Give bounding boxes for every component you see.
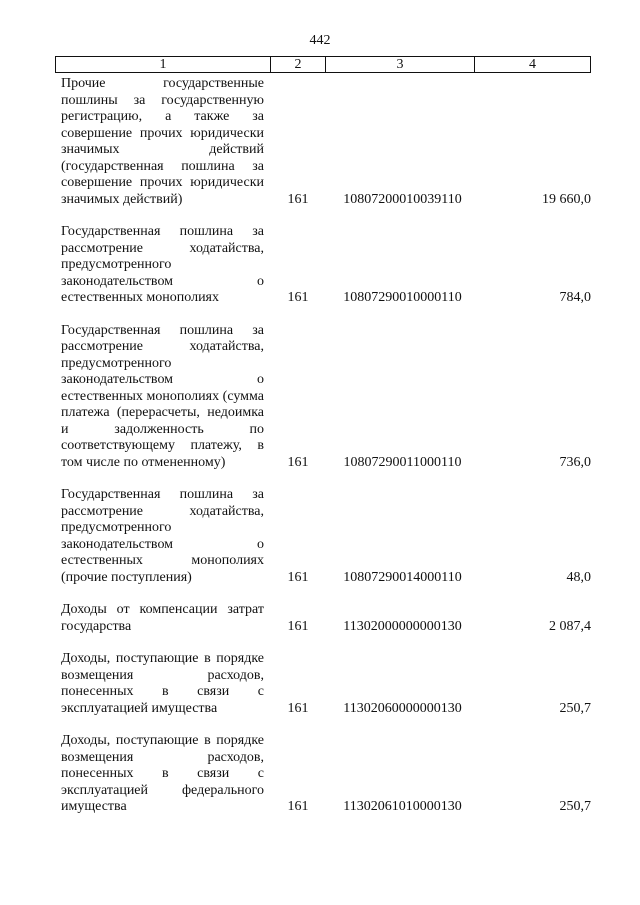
amount: 48,0 xyxy=(566,569,591,585)
table-row xyxy=(61,487,591,586)
amount: 250,7 xyxy=(559,799,591,814)
table-row xyxy=(61,323,591,472)
page-number: 442 xyxy=(309,33,331,48)
budget-code: 11302000000000130 xyxy=(343,618,462,634)
column-header-3: 3 xyxy=(325,57,474,72)
budget-code: 10807200010039110 xyxy=(343,191,462,207)
column-header-2: 2 xyxy=(270,57,325,72)
revenue-table-body xyxy=(61,76,591,832)
table-row xyxy=(61,602,591,635)
table-row xyxy=(61,224,591,307)
amount: 784,0 xyxy=(559,290,591,305)
admin-code: 161 xyxy=(287,618,309,634)
column-header-1: 1 xyxy=(159,56,167,72)
table-row xyxy=(61,76,591,208)
amount: 2 087,4 xyxy=(549,618,591,634)
amount: 250,7 xyxy=(559,700,591,716)
admin-code: 161 xyxy=(287,799,309,814)
table-row xyxy=(61,733,591,816)
revenue-name: Доходы от компенсации затрат государства xyxy=(61,602,264,634)
budget-code: 10807290014000110 xyxy=(343,569,462,585)
budget-code: 10807290010000110 xyxy=(343,290,462,305)
revenue-name: Доходы, поступающие в порядке возмещения расходов, понесенных в связи с эксплуатацией федерального имущества xyxy=(61,733,264,814)
admin-code: 161 xyxy=(287,454,309,470)
admin-code: 161 xyxy=(287,569,309,585)
column-header-4: 4 xyxy=(474,57,590,72)
amount: 736,0 xyxy=(559,454,591,470)
budget-code: 11302060000000130 xyxy=(343,700,462,716)
column-header-row xyxy=(55,56,591,73)
table-row xyxy=(61,651,591,717)
revenue-name: Государственная пошлина за рассмотрение ходатайства, предусмотренного законодательством о естественных монополиях (прочие поступления) xyxy=(61,487,264,585)
admin-code: 161 xyxy=(287,191,309,207)
budget-code: 11302061010000130 xyxy=(343,799,462,814)
budget-code: 10807290011000110 xyxy=(343,454,462,470)
admin-code: 161 xyxy=(287,290,309,305)
revenue-name: Государственная пошлина за рассмотрение ходатайства, предусмотренного законодательством о естественных монополиях (сумма платежа (перерасчеты, недоимка и задолженность по соответствующему платежу, в том числе по отмененному) xyxy=(61,322,264,470)
amount: 19 660,0 xyxy=(542,191,591,207)
revenue-name: Доходы, поступающие в порядке возмещения расходов, понесенных в связи с эксплуатацией имущества xyxy=(61,651,264,716)
revenue-name: Государственная пошлина за рассмотрение ходатайства, предусмотренного законодательством о естественных монополиях xyxy=(61,224,264,305)
revenue-name: Прочие государственные пошлины за государственную регистрацию, а также за совершение прочих юридически значимых действий (государственная пошлина за совершение прочих юридически значимых действий) xyxy=(61,76,264,207)
admin-code: 161 xyxy=(287,700,309,716)
